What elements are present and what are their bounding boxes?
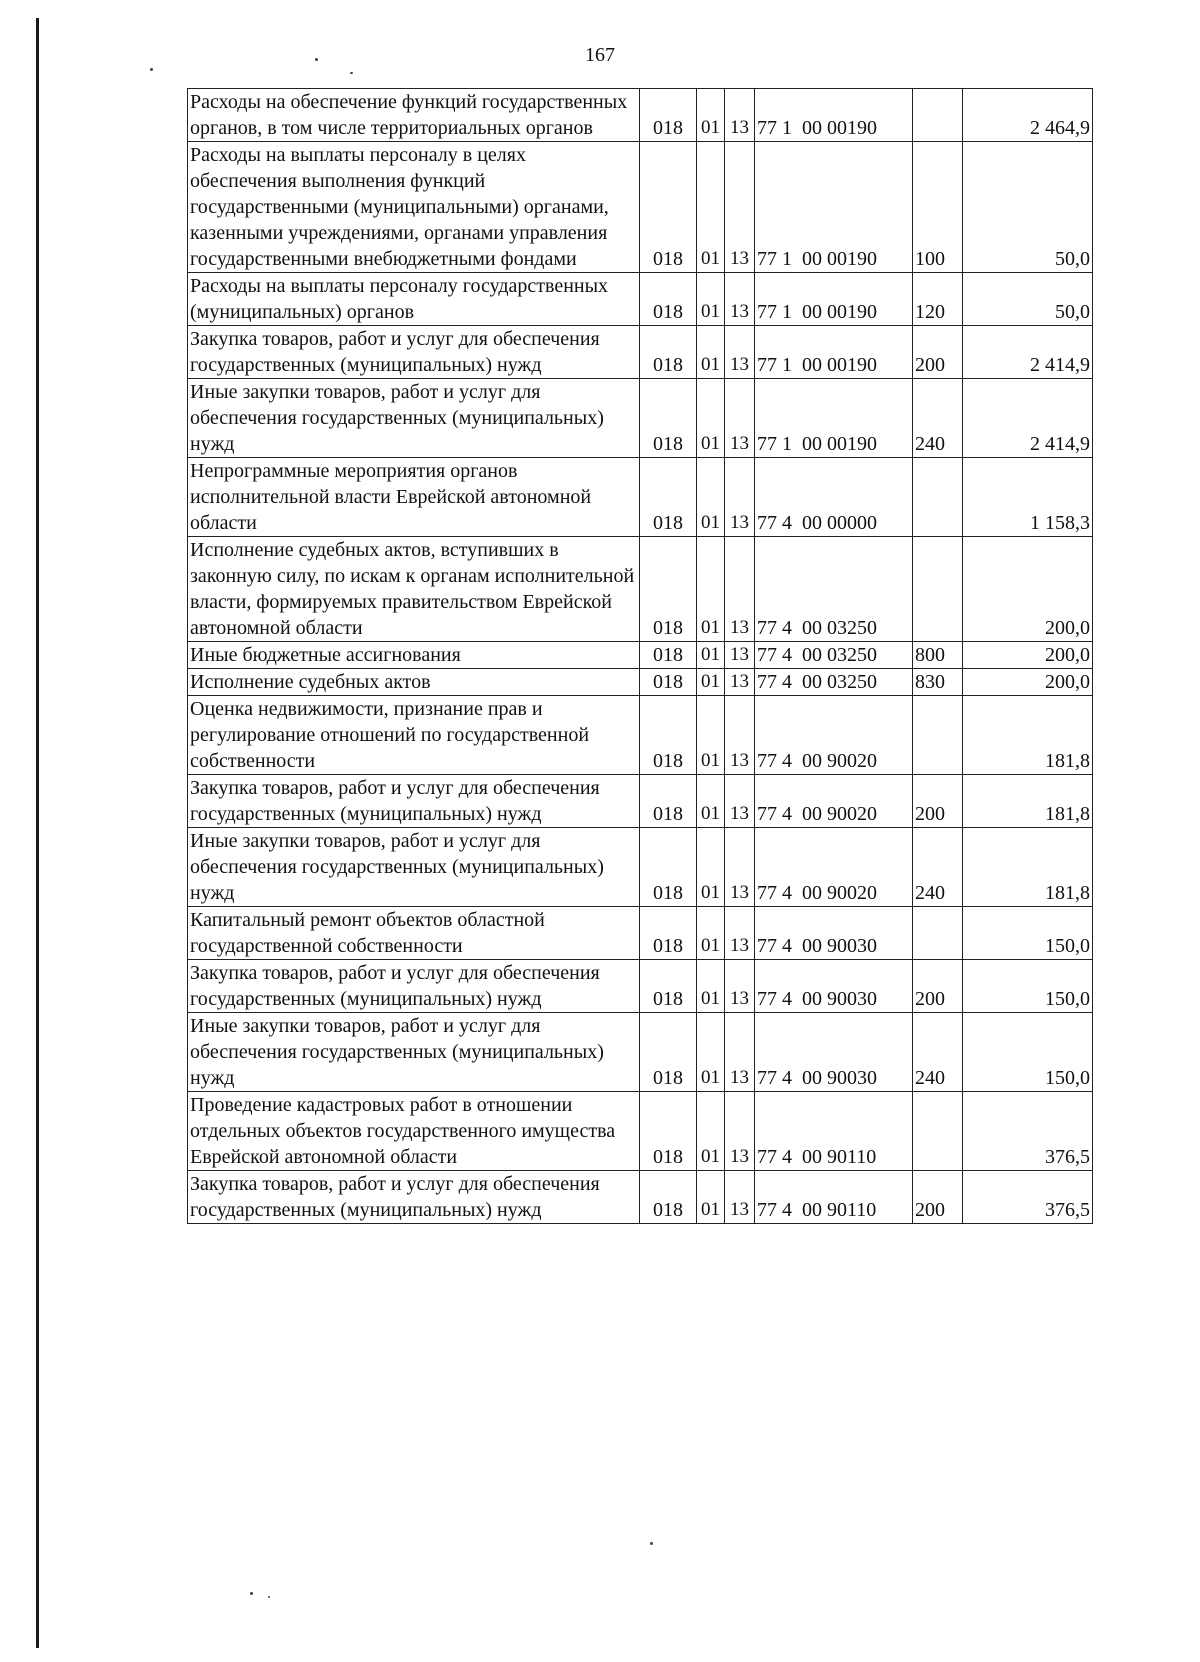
row-expense-type: 120 bbox=[913, 273, 963, 326]
row-name: Закупка товаров, работ и услуг для обеспечения государственных (муниципальных) нужд bbox=[188, 775, 640, 828]
row-section: 01 bbox=[697, 828, 725, 907]
row-name: Исполнение судебных актов, вступивших в законную силу, по искам к органам исполнительной власти, формируемых правительством Еврейской автономной области bbox=[188, 537, 640, 642]
row-subsection: 13 bbox=[725, 458, 755, 537]
row-amount: 2 414,9 bbox=[963, 379, 1093, 458]
row-target-article: 77 4 00 90030 bbox=[755, 1013, 913, 1092]
row-amount: 1 158,3 bbox=[963, 458, 1093, 537]
row-ved-code: 018 bbox=[640, 696, 697, 775]
row-section: 01 bbox=[697, 1013, 725, 1092]
row-amount: 200,0 bbox=[963, 642, 1093, 669]
row-section: 01 bbox=[697, 537, 725, 642]
row-ved-code: 018 bbox=[640, 1092, 697, 1171]
row-subsection: 13 bbox=[725, 1171, 755, 1224]
row-amount: 150,0 bbox=[963, 960, 1093, 1013]
row-ved-code: 018 bbox=[640, 669, 697, 696]
scan-speck bbox=[350, 72, 353, 74]
scan-speck bbox=[315, 58, 318, 61]
row-amount: 181,8 bbox=[963, 828, 1093, 907]
table-row bbox=[188, 537, 1093, 642]
row-target-article: 77 4 00 90020 bbox=[755, 775, 913, 828]
row-section: 01 bbox=[697, 1092, 725, 1171]
row-name: Расходы на выплаты персоналу государственных (муниципальных) органов bbox=[188, 273, 640, 326]
row-name: Закупка товаров, работ и услуг для обеспечения государственных (муниципальных) нужд bbox=[188, 326, 640, 379]
row-section: 01 bbox=[697, 458, 725, 537]
row-target-article: 77 1 00 00190 bbox=[755, 326, 913, 379]
row-expense-type bbox=[913, 1092, 963, 1171]
row-amount: 50,0 bbox=[963, 142, 1093, 273]
row-target-article: 77 4 00 90110 bbox=[755, 1092, 913, 1171]
table-row bbox=[188, 1013, 1093, 1092]
row-section: 01 bbox=[697, 642, 725, 669]
table-row bbox=[188, 379, 1093, 458]
row-expense-type bbox=[913, 696, 963, 775]
row-expense-type: 200 bbox=[913, 775, 963, 828]
table-row bbox=[188, 142, 1093, 273]
row-section: 01 bbox=[697, 775, 725, 828]
scan-speck bbox=[650, 1542, 653, 1545]
row-ved-code: 018 bbox=[640, 828, 697, 907]
row-section: 01 bbox=[697, 696, 725, 775]
row-section: 01 bbox=[697, 1171, 725, 1224]
row-amount: 150,0 bbox=[963, 907, 1093, 960]
row-target-article: 77 1 00 00190 bbox=[755, 142, 913, 273]
row-ved-code: 018 bbox=[640, 642, 697, 669]
row-name: Иные бюджетные ассигнования bbox=[188, 642, 640, 669]
row-expense-type: 240 bbox=[913, 1013, 963, 1092]
table-row bbox=[188, 326, 1093, 379]
table-row bbox=[188, 458, 1093, 537]
row-subsection: 13 bbox=[725, 960, 755, 1013]
budget-table-body bbox=[188, 89, 1093, 1224]
row-ved-code: 018 bbox=[640, 326, 697, 379]
row-ved-code: 018 bbox=[640, 89, 697, 142]
row-ved-code: 018 bbox=[640, 537, 697, 642]
budget-table bbox=[187, 88, 1093, 1224]
row-target-article: 77 4 00 90030 bbox=[755, 960, 913, 1013]
row-expense-type bbox=[913, 907, 963, 960]
row-ved-code: 018 bbox=[640, 775, 697, 828]
row-section: 01 bbox=[697, 89, 725, 142]
row-expense-type: 240 bbox=[913, 379, 963, 458]
table-row bbox=[188, 828, 1093, 907]
row-subsection: 13 bbox=[725, 1092, 755, 1171]
row-amount: 200,0 bbox=[963, 669, 1093, 696]
row-amount: 200,0 bbox=[963, 537, 1093, 642]
row-name: Расходы на обеспечение функций государственных органов, в том числе территориальных органов bbox=[188, 89, 640, 142]
table-row bbox=[188, 775, 1093, 828]
row-target-article: 77 4 00 90020 bbox=[755, 696, 913, 775]
row-subsection: 13 bbox=[725, 1013, 755, 1092]
row-amount: 2 464,9 bbox=[963, 89, 1093, 142]
row-expense-type: 100 bbox=[913, 142, 963, 273]
row-ved-code: 018 bbox=[640, 458, 697, 537]
row-expense-type bbox=[913, 458, 963, 537]
row-section: 01 bbox=[697, 379, 725, 458]
row-amount: 376,5 bbox=[963, 1092, 1093, 1171]
row-ved-code: 018 bbox=[640, 142, 697, 273]
row-subsection: 13 bbox=[725, 379, 755, 458]
row-section: 01 bbox=[697, 273, 725, 326]
row-expense-type: 200 bbox=[913, 960, 963, 1013]
table-row bbox=[188, 273, 1093, 326]
row-ved-code: 018 bbox=[640, 379, 697, 458]
row-expense-type bbox=[913, 537, 963, 642]
row-target-article: 77 1 00 00190 bbox=[755, 89, 913, 142]
table-row bbox=[188, 1171, 1093, 1224]
row-subsection: 13 bbox=[725, 775, 755, 828]
row-subsection: 13 bbox=[725, 907, 755, 960]
row-target-article: 77 1 00 00190 bbox=[755, 273, 913, 326]
row-amount: 181,8 bbox=[963, 696, 1093, 775]
row-name: Непрограммные мероприятия органов исполнительной власти Еврейской автономной области bbox=[188, 458, 640, 537]
row-amount: 376,5 bbox=[963, 1171, 1093, 1224]
row-expense-type: 240 bbox=[913, 828, 963, 907]
row-subsection: 13 bbox=[725, 273, 755, 326]
table-row bbox=[188, 960, 1093, 1013]
row-target-article: 77 4 00 90030 bbox=[755, 907, 913, 960]
table-row bbox=[188, 907, 1093, 960]
scan-speck bbox=[150, 68, 153, 71]
row-name: Капитальный ремонт объектов областной государственной собственности bbox=[188, 907, 640, 960]
row-section: 01 bbox=[697, 960, 725, 1013]
row-expense-type bbox=[913, 89, 963, 142]
row-ved-code: 018 bbox=[640, 907, 697, 960]
scan-speck bbox=[268, 1596, 270, 1598]
table-row bbox=[188, 89, 1093, 142]
row-target-article: 77 4 00 03250 bbox=[755, 642, 913, 669]
table-row bbox=[188, 1092, 1093, 1171]
row-name: Иные закупки товаров, работ и услуг для обеспечения государственных (муниципальных) нужд bbox=[188, 828, 640, 907]
table-row bbox=[188, 669, 1093, 696]
scan-speck bbox=[250, 1592, 253, 1595]
row-subsection: 13 bbox=[725, 142, 755, 273]
table-row bbox=[188, 696, 1093, 775]
row-expense-type: 830 bbox=[913, 669, 963, 696]
row-target-article: 77 1 00 00190 bbox=[755, 379, 913, 458]
row-section: 01 bbox=[697, 326, 725, 379]
row-name: Оценка недвижимости, признание прав и регулирование отношений по государственной собственности bbox=[188, 696, 640, 775]
row-section: 01 bbox=[697, 669, 725, 696]
row-subsection: 13 bbox=[725, 828, 755, 907]
row-name: Иные закупки товаров, работ и услуг для обеспечения государственных (муниципальных) нужд bbox=[188, 379, 640, 458]
row-target-article: 77 4 00 03250 bbox=[755, 537, 913, 642]
row-name: Иные закупки товаров, работ и услуг для обеспечения государственных (муниципальных) нужд bbox=[188, 1013, 640, 1092]
row-target-article: 77 4 00 00000 bbox=[755, 458, 913, 537]
row-subsection: 13 bbox=[725, 642, 755, 669]
row-name: Расходы на выплаты персоналу в целях обеспечения выполнения функций государственными (муниципальными) органами, казенными учреждениями, органами управления государственными внебюджетными фондами bbox=[188, 142, 640, 273]
row-name: Проведение кадастровых работ в отношении отдельных объектов государственного имущества Еврейской автономной области bbox=[188, 1092, 640, 1171]
table-row bbox=[188, 642, 1093, 669]
row-name: Закупка товаров, работ и услуг для обеспечения государственных (муниципальных) нужд bbox=[188, 1171, 640, 1224]
row-expense-type: 800 bbox=[913, 642, 963, 669]
row-target-article: 77 4 00 03250 bbox=[755, 669, 913, 696]
row-subsection: 13 bbox=[725, 669, 755, 696]
row-ved-code: 018 bbox=[640, 1171, 697, 1224]
row-subsection: 13 bbox=[725, 696, 755, 775]
row-subsection: 13 bbox=[725, 537, 755, 642]
row-expense-type: 200 bbox=[913, 1171, 963, 1224]
row-amount: 2 414,9 bbox=[963, 326, 1093, 379]
row-name: Исполнение судебных актов bbox=[188, 669, 640, 696]
page-number: 167 bbox=[585, 44, 615, 66]
row-expense-type: 200 bbox=[913, 326, 963, 379]
row-subsection: 13 bbox=[725, 326, 755, 379]
row-section: 01 bbox=[697, 907, 725, 960]
left-margin-rule bbox=[36, 18, 39, 1648]
row-amount: 50,0 bbox=[963, 273, 1093, 326]
row-ved-code: 018 bbox=[640, 1013, 697, 1092]
row-ved-code: 018 bbox=[640, 273, 697, 326]
row-target-article: 77 4 00 90110 bbox=[755, 1171, 913, 1224]
row-ved-code: 018 bbox=[640, 960, 697, 1013]
row-target-article: 77 4 00 90020 bbox=[755, 828, 913, 907]
row-amount: 181,8 bbox=[963, 775, 1093, 828]
row-section: 01 bbox=[697, 142, 725, 273]
row-amount: 150,0 bbox=[963, 1013, 1093, 1092]
row-name: Закупка товаров, работ и услуг для обеспечения государственных (муниципальных) нужд bbox=[188, 960, 640, 1013]
row-subsection: 13 bbox=[725, 89, 755, 142]
